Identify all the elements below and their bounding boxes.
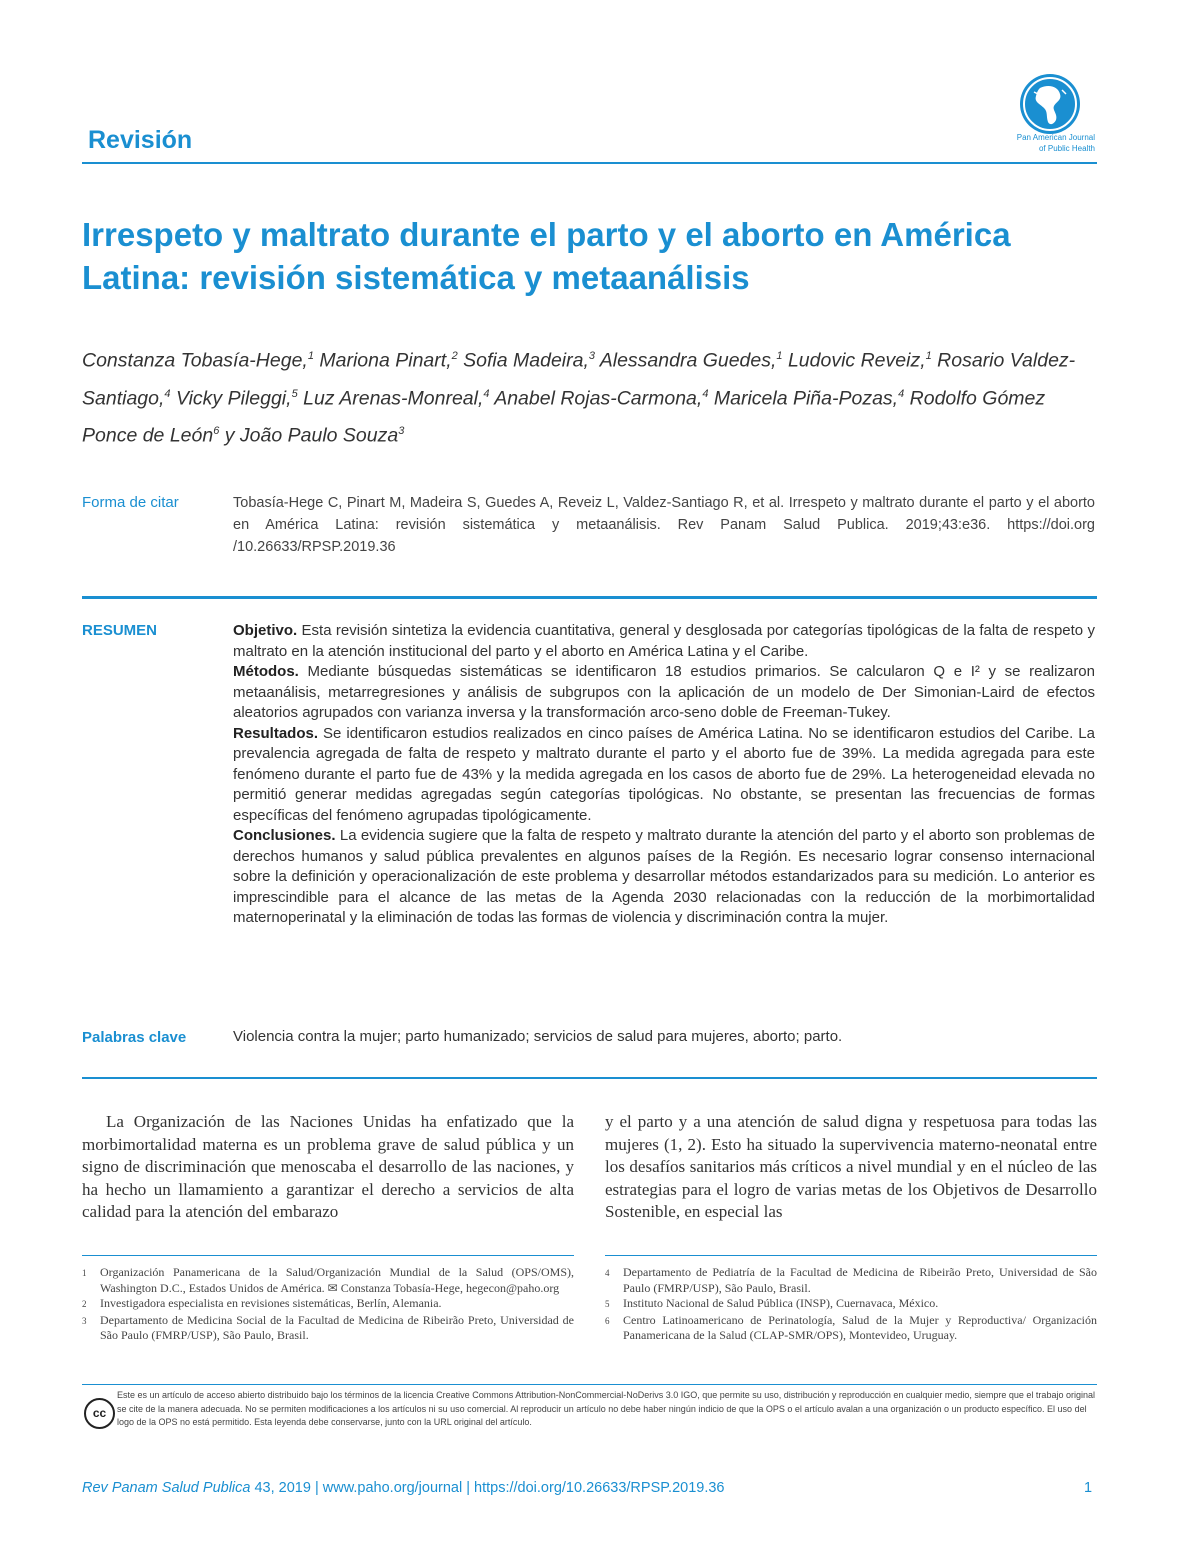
- footnote-number: 1: [82, 1268, 87, 1278]
- author-affiliation-number: 4: [702, 387, 709, 400]
- footnote-number: 2: [82, 1299, 87, 1309]
- author-affiliation-number: 4: [898, 387, 905, 400]
- footnote-text: Centro Latinoamericano de Perinatología, Salud de la Mujer y Reproductiva/ Organización Panamericana de la Salud (CLAP-SMR/OPS), Montevideo, Uruguay.: [623, 1312, 1097, 1342]
- creative-commons-icon: cc: [84, 1398, 115, 1429]
- footnote-text: Instituto Nacional de Salud Pública (INSP), Cuernavaca, México.: [623, 1296, 939, 1310]
- footnote-item: [605, 1296, 1097, 1313]
- author-affiliation-number: 6: [213, 425, 220, 437]
- keywords-label: Palabras clave: [82, 1029, 187, 1046]
- footer-details: 43, 2019 | www.paho.org/journal | https://doi.org/10.26633/RPSP.2019.36: [250, 1480, 725, 1496]
- footnotes-right: [605, 1265, 1097, 1344]
- author-name: Maricela Piña-Pozas,: [708, 387, 899, 409]
- journal-name-line1: Pan American Journal: [1016, 133, 1095, 142]
- author-name: Mariona Pinart,: [313, 349, 452, 372]
- footnote-item: [82, 1265, 574, 1296]
- abstract-body: [233, 621, 1095, 929]
- abstract-bottom-rule: [82, 1077, 1097, 1079]
- abstract-heading: Conclusiones.: [233, 827, 336, 844]
- license-rule: [82, 1384, 1097, 1385]
- footnote-text: Organización Panamericana de la Salud/Organización Mundial de la Salud (OPS/OMS), Washington D.C., Estados Unidos de América. ✉ Constanza Tobasía-Hege, hegecon@paho.org: [100, 1265, 574, 1295]
- footnotes-left: [82, 1265, 574, 1344]
- abstract-text: Esta revisión sintetiza la evidencia cuantitativa, general y desglosada por categorías tipológicas de la falta de respeto y maltrato en la atención institucional del parto y el aborto en América Latina y el Caribe.: [233, 622, 1095, 660]
- abstract-heading: Objetivo.: [233, 622, 298, 639]
- author-name: Rosario Valdez-Santiago,: [82, 349, 1076, 409]
- page-footer: [82, 1480, 724, 1496]
- author-affiliation-number: 4: [483, 387, 490, 400]
- article-title: Irrespeto y maltrato durante el parto y el aborto en América Latina: revisión sistemática y metaanálisis: [82, 216, 1011, 296]
- keywords-text: Violencia contra la mujer; parto humanizado; servicios de salud para mujeres, aborto; parto.: [233, 1028, 843, 1045]
- abstract-heading: Resultados.: [233, 724, 319, 742]
- author-name: Rodolfo Gómez Ponce de León: [82, 387, 1046, 447]
- abstract-text: La evidencia sugiere que la falta de respeto y maltrato durante la atención del parto y el aborto son problemas de derechos humanos y salud pública prevalentes en algunos países de la Región. Es necesario lograr consenso internacional sobre la definición y operacionalización de este problema y desarrollar métodos estandarizados para su medición. Lo anterior es imprescindible para el alcance de las metas de la Agenda 2030 relacionadas con la reducción de la morbimortalidad maternoperinatal y la eliminación de todas las formas de violencia y discriminación contra la mujer.: [233, 827, 1095, 926]
- abstract-label: RESUMEN: [82, 622, 158, 639]
- journal-name-line2: of Public Health: [1038, 144, 1095, 153]
- abstract-results: [233, 724, 1095, 827]
- footnote-text: Investigadora especialista en revisiones sistemáticas, Berlín, Alemania.: [100, 1296, 442, 1310]
- author-affiliation-number: 3: [398, 425, 405, 437]
- footnote-number: 6: [605, 1315, 610, 1326]
- author-affiliation-number: 4: [164, 387, 171, 400]
- author-affiliation-number: 1: [925, 350, 932, 362]
- abstract-conclusions: [233, 826, 1095, 929]
- footnote-text: Departamento de Medicina Social de la Facultad de Medicina de Ribeirão Preto, Universidad de São Paulo (FMRP/USP), São Paulo, Brasil.: [100, 1312, 574, 1342]
- citation-label: Forma de citar: [82, 494, 179, 511]
- journal-name: [968, 132, 1095, 154]
- abstract-text: Se identificaron estudios realizados en cinco países de América Latina. No se identificaron estudios del Caribe. La prevalencia agregada de falta de respeto y maltrato durante el parto y el aborto fue de 39%. La medida agregada para este fenómeno durante el parto fue de 43% y la medida agregada en los casos de aborto fue de 29%. La heterogeneidad elevada no permitió generar medidas agregadas según categorías tipológicas. No obstante, se presentan las frecuencias de formas específicas del fenómeno agrupadas tipológicamente.: [233, 724, 1095, 824]
- author-name: Alessandra Guedes,: [595, 349, 777, 372]
- body-column-1: La Organización de las Naciones Unidas ha enfatizado que la morbimortalidad materna es un problema grave de salud pública y un signo de discriminación que menoscaba el desarrollo de las naciones, y ha hecho un llamamiento a garantizar el derecho a servicios de alta calidad para la atención del embarazo: [82, 1112, 574, 1221]
- abstract-top-rule: [82, 596, 1097, 599]
- abstract-heading: Métodos.: [233, 663, 299, 680]
- footnote-item: [605, 1313, 1097, 1344]
- author-name: Sofia Madeira,: [457, 349, 589, 372]
- body-column-2: y el parto y a una atención de salud digna y respetuosa para todas las mujeres (1, 2). Esto ha situado la supervivencia materno-neonatal entre los desafíos sanitarios más críticos a nivel mundial y en el núcleo de las estrategias para el logro de varias metas de los Objetivos de Desarrollo Sostenible, en especial las: [605, 1112, 1097, 1221]
- author-affiliation-number: 5: [291, 387, 298, 400]
- footnote-rule-right: [605, 1255, 1097, 1256]
- footnote-rule-left: [82, 1255, 574, 1256]
- abstract-objective: [233, 621, 1095, 662]
- footnote-item: [82, 1296, 574, 1313]
- author-affiliation-number: 2: [451, 350, 458, 362]
- footer-journal: Rev Panam Salud Publica: [82, 1480, 251, 1496]
- abstract-methods: [233, 662, 1095, 724]
- section-label: Revisión: [88, 126, 193, 154]
- author-affiliation-number: 1: [307, 350, 314, 362]
- page-number: 1: [1084, 1480, 1093, 1496]
- author-name: Constanza Tobasía-Hege,: [82, 349, 308, 372]
- abstract-text: Mediante búsquedas sistemáticas se identificaron 18 estudios primarios. Se calcularon Q e I² y se realizaron metaanálisis, metarregresiones y análisis de subgrupos con la aplicación de un modelo de Der Simonian-Laird de efectos aleatorios agrupados con varianza inversa y la transformación arco-seno doble de Freeman-Tukey.: [233, 663, 1095, 721]
- globe-logo-icon: [1018, 72, 1082, 136]
- footnote-item: [82, 1313, 574, 1344]
- footnote-text: Departamento de Pediatría de la Facultad de Medicina de Ribeirão Preto, Universidad de São Paulo (FMRP/USP), São Paulo, Brasil.: [623, 1265, 1097, 1295]
- footnote-number: 5: [605, 1299, 610, 1309]
- author-name: y João Paulo Souza: [219, 424, 399, 447]
- footnote-number: 3: [82, 1315, 87, 1326]
- author-name: Luz Arenas-Monreal,: [297, 387, 484, 409]
- footnote-item: [605, 1265, 1097, 1296]
- author-list: [82, 340, 1097, 453]
- author-name: Ludovic Reveiz,: [782, 349, 926, 372]
- citation-text: Tobasía-Hege C, Pinart M, Madeira S, Guedes A, Reveiz L, Valdez-Santiago R, et al. Irrespeto y maltrato durante el parto y el aborto en América Latina: revisión sistemática y metaanálisis. Rev Panam Salud Publica. 2019;43:e36. https://doi.org /10.26633/RPSP.2019.36: [233, 495, 1095, 555]
- author-name: Anabel Rojas-Carmona,: [489, 387, 703, 409]
- header-divider: [82, 162, 1097, 164]
- author-name: Vicky Pileggi,: [170, 387, 292, 409]
- author-affiliation-number: 1: [776, 350, 783, 362]
- author-affiliation-number: 3: [588, 350, 596, 362]
- footnote-number: 4: [605, 1268, 610, 1278]
- license-text: Este es un artículo de acceso abierto distribuido bajo los términos de la licencia Creative Commons Attribution-NonCommercial-NoDerivs 3.0 IGO, que permite su uso, distribución y reproducción en cualquier medio, siempre que el trabajo original se cite de la manera adecuada. No se permiten modificaciones a los artículos ni su uso comercial. Al reproducir un artículo no debe haber ningún indicio de que la OPS o el artículo avalan a una organización o un producto específico. El uso del logo de la OPS no está permitido. Esta leyenda debe conservarse, junto con la URL original del artículo.: [117, 1390, 1095, 1427]
